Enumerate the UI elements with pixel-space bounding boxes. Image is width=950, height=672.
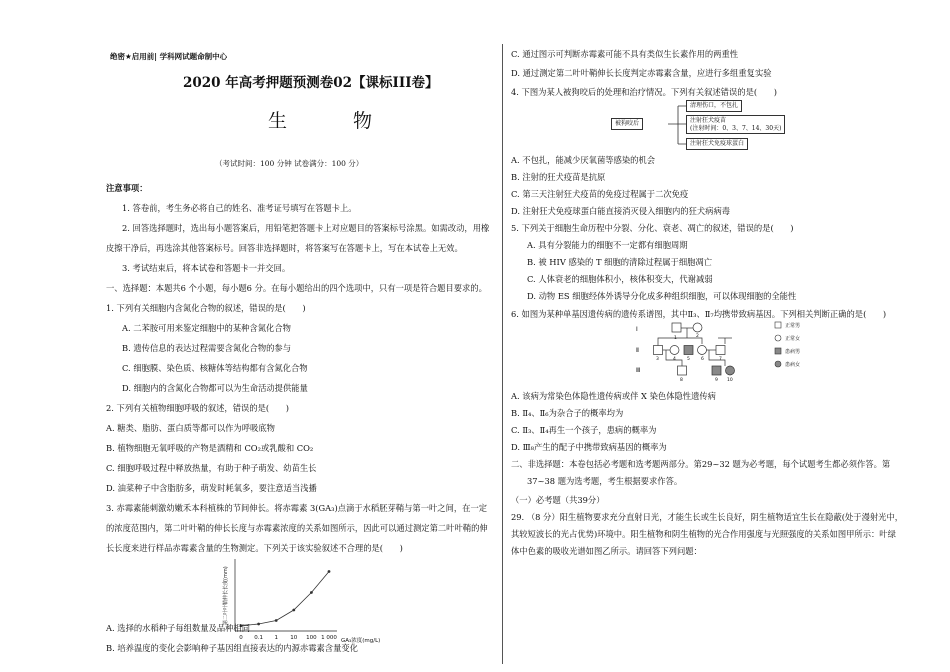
- chart-x-tick-label: 100: [306, 635, 317, 641]
- legend-affected-female-symbol: [775, 361, 781, 367]
- q3-option-a: A. 选择的水稻种子每组数量及品种相同: [106, 623, 251, 633]
- legend-affected-female: 患病女: [785, 362, 801, 368]
- person-8-number: 8: [680, 378, 683, 383]
- section2-line2: 37~38 题为选考题，考生根据要求作答。: [527, 476, 683, 486]
- q1-option-a: A. 二苯胺可用来鉴定细胞中的某种含氮化合物: [122, 323, 291, 333]
- q1-option-c: C. 细胞膜、染色质、核糖体等结构都有含氮化合物: [122, 363, 308, 373]
- q4-box-bitten: 被狗咬后: [611, 118, 643, 130]
- chart-x-tick-label: 1 000: [321, 635, 337, 641]
- q4-box-vaccine: [686, 115, 785, 134]
- person-1: [672, 323, 681, 332]
- person-5-number: 5: [687, 357, 690, 362]
- q4-stem: 4. 下图为某人被狗咬后的处理和治疗情况。下列有关叙述错误的是( ): [511, 87, 777, 97]
- q3-option-b: B. 培养温度的变化会影响种子基因组直接表达的内源赤霉素含量变化: [106, 643, 358, 653]
- legend-normal-male-symbol: [775, 322, 781, 328]
- exam-info: （考试时间：100 分钟 试卷满分：100 分）: [215, 159, 364, 168]
- confidential-header: 绝密★启用前| 学科网试题命制中心: [110, 52, 228, 61]
- notes-heading: 注意事项：: [106, 183, 148, 193]
- gen-i: Ⅰ: [636, 326, 638, 333]
- q4-vaccine-schedule: (注射时间：0、3、7、14、30天): [690, 124, 782, 132]
- q5-option-b: B. 被 HIV 感染的 T 细胞的清除过程属于细胞凋亡: [527, 257, 713, 267]
- chart-x-axis-label: GA₃浓度(mg/L): [341, 638, 381, 644]
- note-2a: 2. 回答选择题时，选出每小题答案后，用铅笔把答题卡上对应题目的答案标号涂黑。如需改动，用橡: [122, 223, 490, 233]
- person-7: [716, 346, 725, 355]
- q3-option-c: C. 通过图示可判断赤霉素可能不具有类似生长素作用的两重性: [511, 49, 739, 59]
- person-10: [726, 366, 735, 375]
- person-4: [670, 346, 679, 355]
- person-7-number: 7: [719, 357, 722, 362]
- person-9: [712, 366, 721, 375]
- gen-ii: Ⅱ: [636, 347, 639, 354]
- q6-option-b: B. Ⅱ₄、Ⅱ₆为杂合子的概率均为: [511, 408, 624, 418]
- section2-line1: 二、非选择题：本卷包括必考题和选考题两部分。第29~32 题为必考题，每个试题考生都必须作答。第: [511, 459, 891, 469]
- legend-normal-male: 正常男: [785, 323, 801, 329]
- person-6-number: 6: [701, 357, 704, 362]
- note-3: 3. 考试结束后，将本试卷和答题卡一并交回。: [122, 263, 291, 273]
- q6-pedigree-chart: [630, 318, 830, 384]
- legend-normal-female: 正常女: [785, 336, 801, 342]
- note-2b: 皮擦干净后，再选涂其他答案标号。回答非选择题时，将答案写在答题卡上，写在本试卷上无效。: [106, 243, 463, 253]
- person-6: [698, 346, 707, 355]
- q3-option-d: D. 通过测定第二叶叶鞘伸长长度判定赤霉素含量，应进行多组重复实验: [511, 68, 772, 78]
- chart-x-tick-label: 0.1: [254, 635, 263, 641]
- q6-option-d: D. Ⅲ₈产生的配子中携带致病基因的概率为: [511, 442, 667, 452]
- q2-option-b: B. 植物细胞无氧呼吸的产物是酒精和 CO₂或乳酸和 CO₂: [106, 443, 314, 453]
- q4-option-a: A. 不包扎，能减少厌氧菌等感染的机会: [511, 155, 656, 165]
- chart-x-tick-label: 10: [290, 635, 298, 641]
- person-2-number: 2: [696, 334, 699, 339]
- q2-option-c: C. 细胞呼吸过程中释放热量，有助于种子萌发、幼苗生长: [106, 463, 317, 473]
- column-divider: [502, 44, 503, 664]
- q29-line1: 29. （8 分）阳生植物要求充分直射日光，才能生长或生长良好，阴生植物适宜生长在隐蔽(处于漫射光中，: [511, 512, 904, 522]
- person-10-number: 10: [727, 378, 733, 383]
- person-8: [678, 366, 687, 375]
- q29-line2: 其较短波长的光占优势)环境中。阳生植物和阴生植物的光合作用强度与光照强度的关系如图甲所示：叶绿: [511, 529, 896, 539]
- q3-stem-line3: 长长度来进行样品赤霉素含量的生物测定。下列关于该实验叙述不合理的是( ): [106, 543, 403, 553]
- q5-stem: 5. 下列关于细胞生命历程中分裂、分化、衰老、凋亡的叙述，错误的是( ): [511, 223, 794, 233]
- exam-title: 2020 年高考押题预测卷02【课标III卷】: [183, 75, 439, 91]
- person-4-number: 4: [673, 357, 676, 362]
- q3-stem-line2: 的浓度范围内，第二叶叶鞘的伸长长度与赤霉素浓度的关系如图所示，因此可以通过测定第二叶叶鞘的伸: [106, 523, 488, 533]
- q2-stem: 2. 下列有关植物细胞呼吸的叙述，错误的是( ): [106, 403, 289, 413]
- q1-option-d: D. 细胞内的含氮化合物都可以为生命活动提供能量: [122, 383, 308, 393]
- person-1-number: 1: [674, 336, 677, 341]
- q1-stem: 1. 下列有关细胞内含氮化合物的叙述，错误的是( ): [106, 303, 306, 313]
- person-9-number: 9: [715, 378, 718, 383]
- q2-option-d: D. 油菜种子中含脂肪多，萌发时耗氧多，要注意适当浅播: [106, 483, 317, 493]
- q4-vaccine-label: 注射狂犬疫苗: [690, 117, 727, 124]
- q5-option-a: A. 具有分裂能力的细胞不一定都有细胞周期: [527, 240, 688, 250]
- legend-affected-male-symbol: [775, 348, 781, 354]
- chart-data-point: [310, 591, 313, 594]
- required-section-heading: （一）必考题（共39分）: [511, 495, 605, 505]
- q4-option-b: B. 注射的狂犬疫苗是抗原: [511, 172, 606, 182]
- chart-data-point: [292, 609, 295, 612]
- q4-box-immunoglobulin: 注射狂犬免疫球蛋白: [686, 138, 748, 150]
- chart-data-point: [257, 623, 260, 626]
- q3-stem-line1: 3. 赤霉素能刺激幼嫩禾本科植株的节间伸长。将赤霉素 3(GA₃)点滴于水稻胚芽鞘与第一叶之间，在一定: [106, 503, 488, 513]
- chart-series-line: [241, 572, 329, 626]
- chart-y-axis-label: 第二叶叶鞘伸长长度(mm): [223, 566, 229, 625]
- chart-data-point: [328, 570, 331, 573]
- q29-line3: 体中色素的吸收光谱如图乙所示。请回答下列问题：: [511, 546, 702, 556]
- subject-title: 生 物: [268, 110, 403, 132]
- q2-option-a: A. 糖类、脂肪、蛋白质等都可以作为呼吸底物: [106, 423, 275, 433]
- q6-option-a: A. 该病为常染色体隐性遗传病或伴 X 染色体隐性遗传病: [511, 391, 716, 401]
- section1-heading: 一、选择题：本题共6 个小题，每小题6 分。在每小题给出的四个选项中，只有一项是符合题目要求的。: [106, 283, 487, 293]
- person-3: [654, 346, 663, 355]
- chart-x-tick-label: 0: [239, 635, 243, 641]
- q6-option-c: C. Ⅱ₃、Ⅱ₄再生一个孩子，患病的概率为: [511, 425, 657, 435]
- legend-normal-female-symbol: [775, 335, 781, 341]
- chart-x-tick-label: 1: [274, 635, 278, 641]
- q5-option-c: C. 人体衰老的细胞体积小，核体积变大，代谢减弱: [527, 274, 713, 284]
- person-5: [684, 346, 693, 355]
- person-2: [693, 323, 702, 332]
- q4-option-d: D. 注射狂犬免疫球蛋白能直接消灭侵入细胞内的狂犬病病毒: [511, 206, 731, 216]
- q4-box-clean-wound: 清理伤口，不包扎: [686, 100, 742, 112]
- q5-option-d: D. 动物 ES 细胞经体外诱导分化成多种组织细胞，可以体现细胞的全能性: [527, 291, 797, 301]
- q4-option-c: C. 第三天注射狂犬疫苗的免疫过程属于二次免疫: [511, 189, 689, 199]
- gen-iii: Ⅲ: [636, 367, 641, 374]
- q1-option-b: B. 遗传信息的表达过程需要含氮化合物的参与: [122, 343, 292, 353]
- note-1: 1. 答卷前，考生务必将自己的姓名、准考证号填写在答题卡上。: [122, 203, 357, 213]
- legend-affected-male: 患病男: [785, 349, 801, 355]
- person-3-number: 3: [656, 357, 659, 362]
- ga-concentration-chart: [205, 555, 385, 655]
- chart-data-point: [275, 619, 278, 622]
- q6-stem: 6. 如图为某种单基因遗传病的遗传系谱图，其中Ⅱ₃、Ⅱ₇均携带致病基因。下列相关判断正确的是( ): [511, 309, 887, 319]
